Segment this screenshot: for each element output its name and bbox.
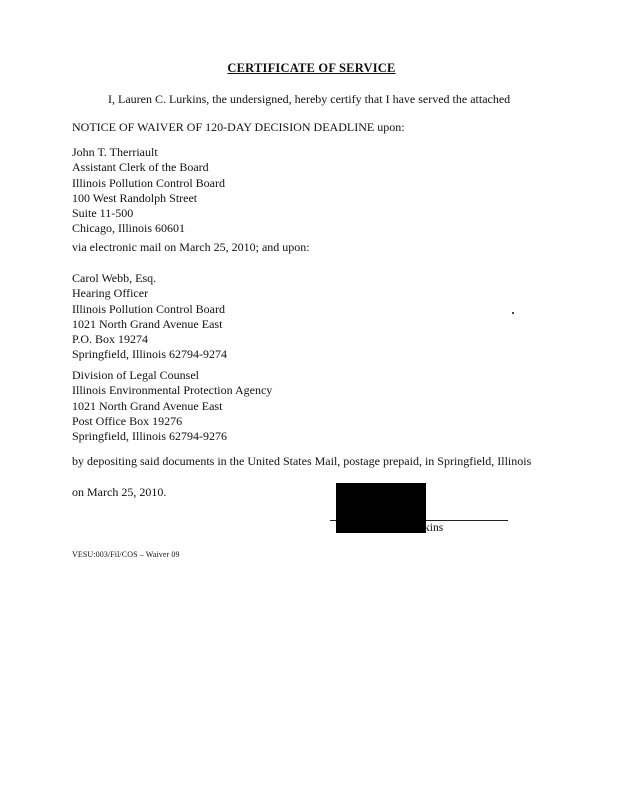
address-line: Hearing Officer xyxy=(72,286,149,301)
service-date: on March 25, 2010. xyxy=(72,485,167,499)
address-line: Assistant Clerk of the Board xyxy=(72,160,209,175)
certification-intro: I, Lauren C. Lurkins, the undersigned, hereby certify that I have served the attached xyxy=(108,92,511,106)
signature-redaction xyxy=(336,483,426,533)
recipient-address-2 xyxy=(72,271,227,363)
document-title: CERTIFICATE OF SERVICE xyxy=(227,61,396,75)
address-line: 1021 North Grand Avenue East xyxy=(72,316,223,331)
address-line: Post Office Box 19276 xyxy=(72,413,183,428)
address-line: Division of Legal Counsel xyxy=(72,368,199,382)
address-line: Illinois Environmental Protection Agency xyxy=(72,383,273,398)
address-line: Springfield, Illinois 62794-9274 xyxy=(72,347,227,362)
address-line: Suite 11-500 xyxy=(72,206,134,221)
address-line: P.O. Box 19274 xyxy=(72,332,149,347)
recipient-address-3 xyxy=(72,368,272,444)
recipient-address-1 xyxy=(72,145,225,237)
notice-line: NOTICE OF WAIVER OF 120-DAY DECISION DEADLINE upon: xyxy=(72,120,405,134)
signer-name: kins xyxy=(424,522,444,534)
scan-speck xyxy=(512,312,514,314)
address-line: Illinois Pollution Control Board xyxy=(72,301,226,316)
address-line: Springfield, Illinois 62794-9276 xyxy=(72,429,227,444)
address-line: Illinois Pollution Control Board xyxy=(72,175,226,190)
via-email-line: via electronic mail on March 25, 2010; and upon: xyxy=(72,240,310,254)
address-line: John T. Therriault xyxy=(72,145,158,159)
address-line: Chicago, Illinois 60601 xyxy=(72,221,185,236)
address-line: Carol Webb, Esq. xyxy=(72,271,157,285)
address-line: 100 West Randolph Street xyxy=(72,190,198,205)
address-line: 1021 North Grand Avenue East xyxy=(72,398,223,413)
mailing-statement: by depositing said documents in the United States Mail, postage prepaid, in Springfield, Illinois xyxy=(72,454,532,468)
document-footer-code: VESU:003/Fil/COS – Waiver 09 xyxy=(72,550,180,559)
